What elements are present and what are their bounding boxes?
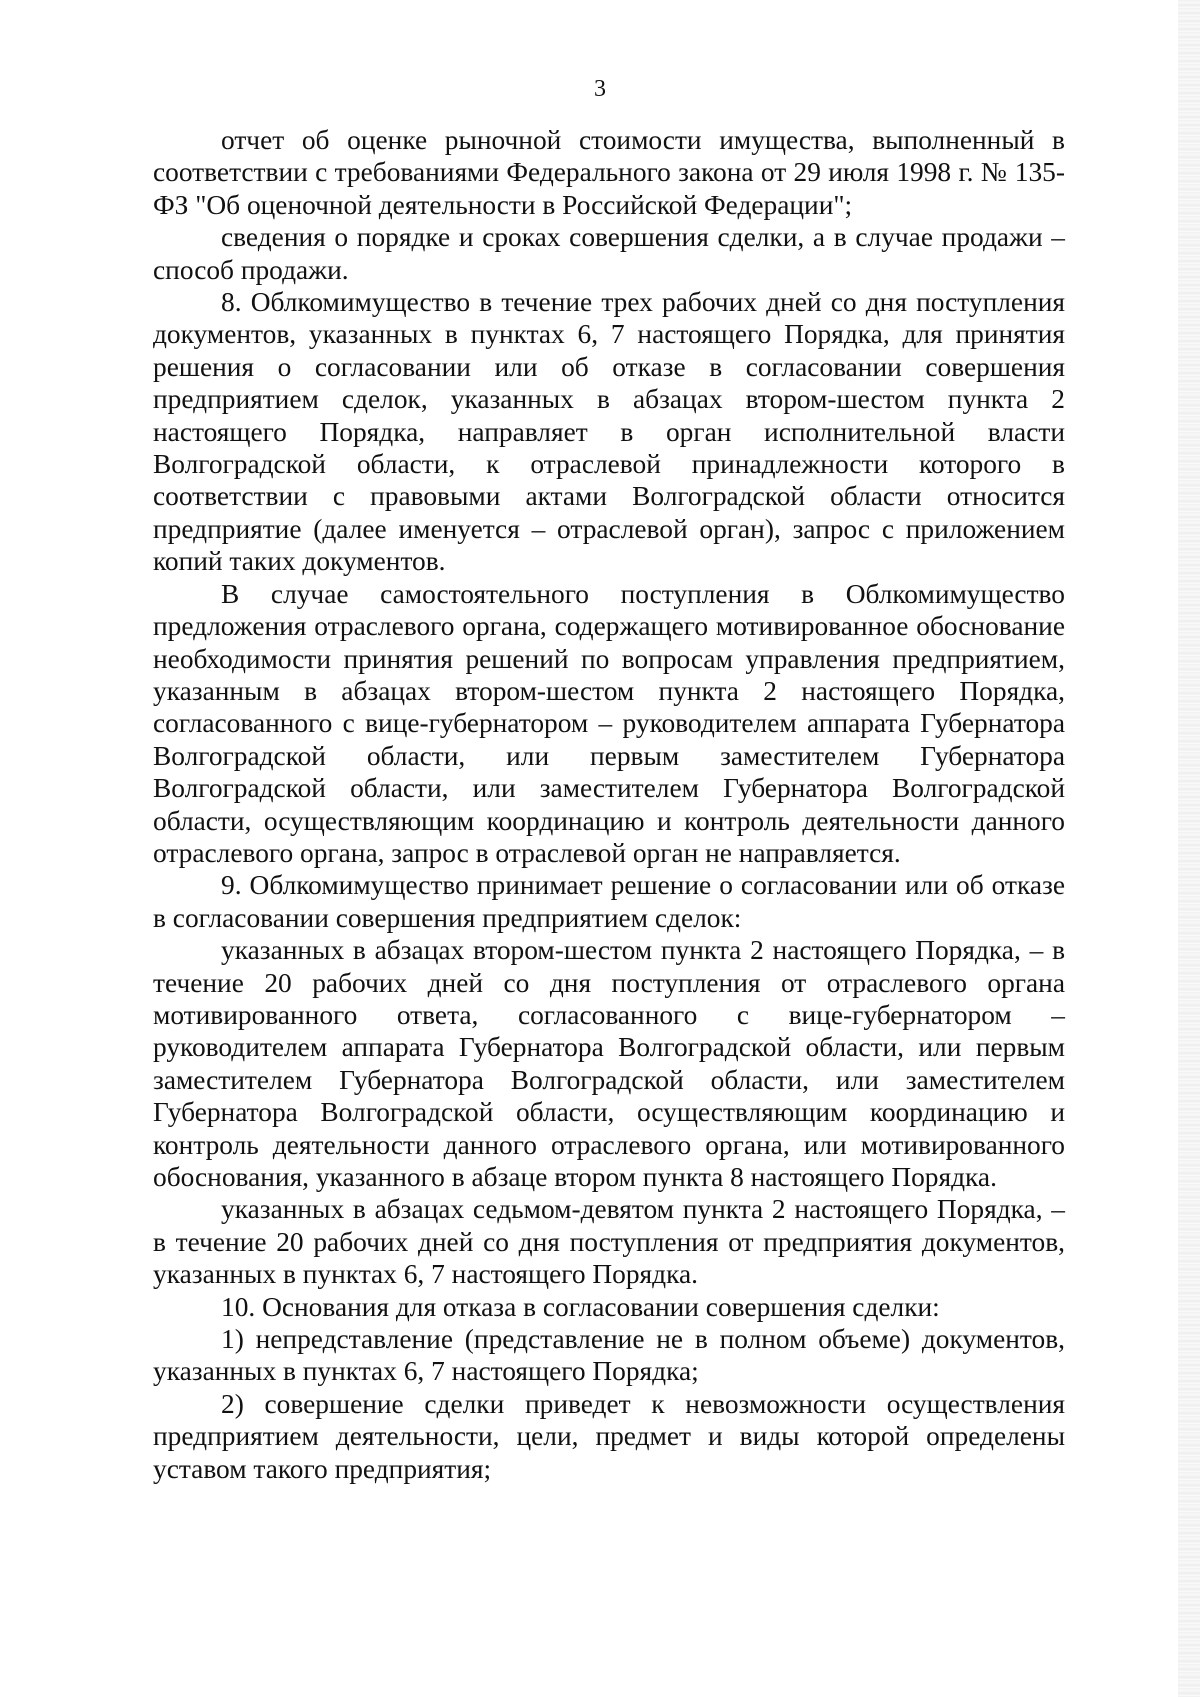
paragraph-clause-9-item-1: указанных в абзацах втором-шестом пункта 2 настоящего Порядка, – в течение 20 рабочих дней со дня поступления от отраслевого органа мотивированного ответа, согласованного с вице-губернатором – руководителем аппарата Губернатора Волгоградской области, или первым заместителем Губернатора Волгоградской области, или заместителем Губернатора Волгоградской области, осуществляющим координацию и контроль деятельности данного отраслевого органа, или мотивированного обоснования, указанного в абзаце втором пункта 8 настоящего Порядка. — [153, 935, 1065, 1192]
paragraph-clause-8: 8. Облкомимущество в течение трех рабочих дней со дня поступления документов, указанных в пунктах 6, 7 настоящего Порядка, для принятия решения о согласовании или об отказе в согласовании совершения предприятием сделок, указанных в абзацах втором-шестом пункта 2 настоящего Порядка, направляет в орган исполнительной власти Волгоградской области, к отраслевой принадлежности которого в соответствии с правовыми актами Волгоградской области относится предприятие (далее именуется – отраслевой орган), запрос с приложением копий таких документов. — [153, 287, 1065, 577]
page-number: 3 — [594, 76, 606, 102]
paragraph-clause-9-item-2: указанных в абзацах седьмом-девятом пункта 2 настоящего Порядка, – в течение 20 рабочих дней со дня поступления от предприятия документов, указанных в пунктах 6, 7 настоящего Порядка. — [153, 1194, 1065, 1290]
document-body — [153, 124, 1065, 1485]
paragraph-deal-terms: сведения о порядке и сроках совершения сделки, а в случае продажи – способ продажи. — [153, 222, 1065, 285]
paragraph-clause-10-item-2: 2) совершение сделки приведет к невозможности осуществления предприятием деятельности, цели, предмет и виды которой определены уставом такого предприятия; — [153, 1388, 1065, 1484]
scan-edge — [1178, 0, 1200, 1697]
paragraph-clause-9: 9. Облкомимущество принимает решение о согласовании или об отказе в согласовании совершения предприятием сделок: — [153, 870, 1065, 933]
paragraph-clause-10-item-1: 1) непредставление (представление не в полном объеме) документов, указанных в пунктах 6, 7 настоящего Порядка; — [153, 1324, 1065, 1387]
paragraph-valuation-report: отчет об оценке рыночной стоимости имущества, выполненный в соответствии с требованиями Федерального закона от 29 июля 1998 г. № 135-ФЗ "Об оценочной деятельности в Российской Федерации"; — [153, 125, 1065, 220]
paragraph-clause-10: 10. Основания для отказа в согласовании совершения сделки: — [221, 1291, 940, 1322]
paragraph-clause-8-second: В случае самостоятельного поступления в Облкомимущество предложения отраслевого органа, содержащего мотивированное обоснование необходимости принятия решений по вопросам управления предприятием, указанным в абзацах втором-шестом пункта 2 настоящего Порядка, согласованного с вице-губернатором – руководителем аппарата Губернатора Волгоградской области, или первым заместителем Губернатора Волгоградской области, или заместителем Губернатора Волгоградской области, осуществляющим координацию и контроль деятельности данного отраслевого органа, запрос в отраслевой орган не направляется. — [153, 578, 1065, 868]
